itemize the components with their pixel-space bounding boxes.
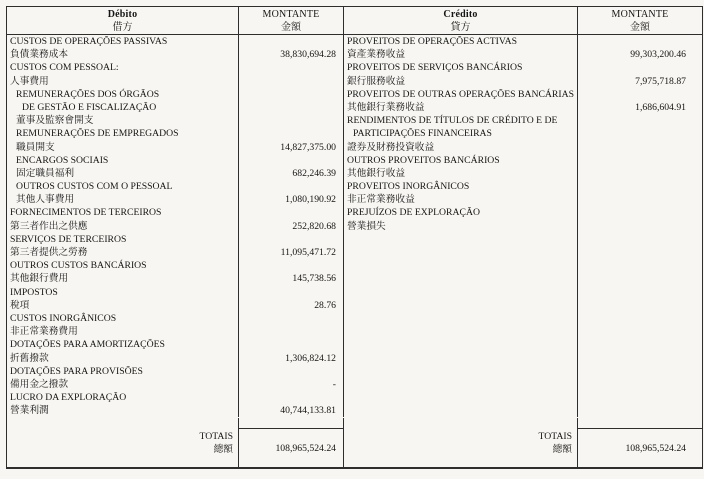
credit-label: 資產業務收益: [344, 48, 578, 61]
totals-amount-credit-cell: [578, 418, 702, 467]
debit-label: CUSTOS DE OPERAÇÕES PASSIVAS: [7, 35, 239, 48]
credit-amount: [578, 299, 702, 312]
credit-label: RENDIMENTOS DE TÍTULOS DE CRÉDITO E DE: [344, 114, 578, 127]
debit-amount: 14,827,375.00: [239, 141, 344, 154]
credit-amount: [578, 206, 702, 219]
credit-amount: [578, 233, 702, 246]
table-row: [7, 167, 702, 180]
debit-amount: [239, 312, 344, 325]
table-row: [7, 286, 702, 299]
debit-amount: [239, 325, 344, 338]
credit-label: 非正常業務收益: [344, 193, 578, 206]
debit-amount: 40,744,133.81: [239, 404, 344, 417]
credit-amount: [578, 141, 702, 154]
table-row: [7, 312, 702, 325]
credit-label: [344, 312, 578, 325]
debit-amount: 1,080,190.92: [239, 193, 344, 206]
table-row: [7, 391, 702, 404]
debit-label: 人事費用: [7, 75, 239, 88]
debit-label: 職員開支: [7, 141, 239, 154]
debit-label: 折舊撥款: [7, 352, 239, 365]
debit-amount: 252,820.68: [239, 220, 344, 233]
credit-label: 其他銀行業務收益: [344, 101, 578, 114]
debit-label: 第三者作出之供應: [7, 220, 239, 233]
debit-amount: [239, 180, 344, 193]
header-amount-right-zh: 金額: [630, 21, 650, 33]
table-row: [7, 88, 702, 101]
profit-loss-table: [6, 6, 703, 469]
totals-label-credit: [344, 418, 578, 467]
totals-amount-credit: 108,965,524.24: [578, 428, 702, 467]
table-row: [7, 233, 702, 246]
credit-amount: [578, 61, 702, 74]
header-debit-zh: 借方: [112, 21, 133, 33]
table-row: [7, 180, 702, 193]
table-row: [7, 61, 702, 74]
header-debit: [7, 7, 239, 34]
credit-label: [344, 246, 578, 259]
debit-label: FORNECIMENTOS DE TERCEIROS: [7, 206, 239, 219]
debit-amount: -: [239, 378, 344, 391]
table-row: [7, 75, 702, 88]
credit-amount: [578, 35, 702, 48]
table-row: [7, 220, 702, 233]
credit-label: 其他銀行收益: [344, 167, 578, 180]
debit-label: ENCARGOS SOCIAIS: [7, 154, 239, 167]
credit-amount: [578, 286, 702, 299]
debit-label: 固定職員福利: [7, 167, 239, 180]
table-row: [7, 101, 702, 114]
debit-label: 董事及監察會開支: [7, 114, 239, 127]
table-row: [7, 378, 702, 391]
debit-amount: [239, 391, 344, 404]
debit-label: IMPOSTOS: [7, 286, 239, 299]
credit-amount: [578, 325, 702, 338]
totals-label-debit-zh: 總額: [213, 444, 233, 456]
credit-label: PROVEITOS DE OPERAÇÕES ACTIVAS: [344, 35, 578, 48]
debit-amount: 28.76: [239, 299, 344, 312]
debit-amount: [239, 206, 344, 219]
credit-amount: [578, 378, 702, 391]
credit-label: PROVEITOS DE OUTRAS OPERAÇÕES BANCÁRIAS: [344, 88, 578, 101]
table-row: [7, 154, 702, 167]
header-amount-left-zh: 金額: [281, 21, 301, 33]
credit-label: PREJUÍZOS DE EXPLORAÇÃO: [344, 206, 578, 219]
credit-amount: [578, 246, 702, 259]
credit-label: 營業損失: [344, 220, 578, 233]
table-row: [7, 246, 702, 259]
credit-amount: [578, 88, 702, 101]
credit-label: [344, 391, 578, 404]
debit-amount: [239, 61, 344, 74]
credit-label: PROVEITOS INORGÂNICOS: [344, 180, 578, 193]
credit-label: [344, 259, 578, 272]
debit-amount: [239, 233, 344, 246]
debit-label: SERVIÇOS DE TERCEIROS: [7, 233, 239, 246]
debit-amount: 1,306,824.12: [239, 352, 344, 365]
credit-label: PROVEITOS DE SERVIÇOS BANCÁRIOS: [344, 61, 578, 74]
debit-label: CUSTOS INORGÂNICOS: [7, 312, 239, 325]
credit-amount: [578, 312, 702, 325]
totals-amount-debit-cell: [239, 418, 344, 467]
header-credit-zh: 貸方: [450, 21, 471, 33]
credit-label: [344, 299, 578, 312]
debit-label: OUTROS CUSTOS COM O PESSOAL: [7, 180, 239, 193]
debit-label: 營業利潤: [7, 404, 239, 417]
credit-label: PARTICIPAÇÕES FINANCEIRAS: [344, 127, 578, 140]
credit-amount: [578, 154, 702, 167]
credit-amount: [578, 365, 702, 378]
credit-amount: [578, 404, 702, 417]
table-row: [7, 127, 702, 140]
debit-amount: [239, 127, 344, 140]
credit-amount: 1,686,604.91: [635, 101, 686, 113]
credit-label: [344, 325, 578, 338]
debit-label: DE GESTÃO E FISCALIZAÇÃO: [7, 101, 239, 114]
debit-amount: [239, 259, 344, 272]
credit-amount: 99,303,200.46: [630, 49, 686, 61]
debit-amount: [239, 154, 344, 167]
totals-label-debit-pt: TOTAIS: [199, 431, 233, 442]
table-row: [7, 325, 702, 338]
credit-label: [344, 404, 578, 417]
debit-label: 其他人事費用: [7, 193, 239, 206]
debit-amount: [239, 114, 344, 127]
credit-amount: [578, 220, 702, 233]
table-row: [7, 206, 702, 219]
table-row: [7, 299, 702, 312]
debit-label: LUCRO DA EXPLORAÇÃO: [7, 391, 239, 404]
credit-amount: [578, 167, 702, 180]
debit-label: 負債業務成本: [7, 48, 239, 61]
debit-label: 稅項: [7, 299, 239, 312]
credit-label: [344, 378, 578, 391]
debit-label: DOTAÇÕES PARA PROVISÕES: [7, 365, 239, 378]
totals-label-debit: [7, 418, 239, 467]
table-header-row: [7, 7, 702, 35]
debit-amount: [239, 75, 344, 88]
table-row: [7, 404, 702, 417]
header-amount-right-pt: MONTANTE: [611, 8, 669, 20]
credit-amount: [578, 180, 702, 193]
header-amount-left-pt: MONTANTE: [262, 8, 320, 20]
credit-label: OUTROS PROVEITOS BANCÁRIOS: [344, 154, 578, 167]
credit-amount: [578, 193, 702, 206]
debit-amount: [239, 35, 344, 48]
debit-amount: [239, 101, 344, 114]
credit-amount: [578, 259, 702, 272]
debit-label: DOTAÇÕES PARA AMORTIZAÇÕES: [7, 338, 239, 351]
table-row: [7, 272, 702, 285]
debit-label: REMUNERAÇÕES DOS ÓRGÃOS: [7, 88, 239, 101]
header-credit: [344, 7, 578, 34]
debit-amount: [239, 88, 344, 101]
credit-label: 證券及財務投資收益: [344, 141, 578, 154]
credit-amount: 7,975,718.87: [635, 75, 686, 87]
table-row: [7, 141, 702, 154]
table-row: [7, 35, 702, 48]
debit-amount: 682,246.39: [239, 167, 344, 180]
credit-amount: [578, 391, 702, 404]
credit-label: [344, 365, 578, 378]
table-row: [7, 352, 702, 365]
debit-amount: 11,095,471.72: [239, 246, 344, 259]
table-row: [7, 259, 702, 272]
credit-amount: [578, 352, 702, 365]
totals-row: [7, 418, 702, 467]
credit-label: [344, 233, 578, 246]
debit-label: OUTROS CUSTOS BANCÁRIOS: [7, 259, 239, 272]
table-row: [7, 193, 702, 206]
totals-amount-debit: 108,965,524.24: [239, 428, 343, 467]
table-body: [7, 35, 702, 418]
debit-amount: 38,830,694.28: [239, 48, 344, 61]
debit-label: 其他銀行費用: [7, 272, 239, 285]
table-row: [7, 114, 702, 127]
credit-amount: [578, 338, 702, 351]
debit-label: 備用金之撥款: [7, 378, 239, 391]
debit-amount: [239, 286, 344, 299]
credit-label: [344, 286, 578, 299]
header-debit-pt: Débito: [107, 8, 138, 20]
credit-label: [344, 338, 578, 351]
debit-amount: [239, 338, 344, 351]
table-row: [7, 365, 702, 378]
table-row: [7, 48, 702, 61]
credit-label: [344, 352, 578, 365]
table-row: [7, 338, 702, 351]
header-amount-right: [578, 7, 702, 34]
debit-label: 第三者提供之勞務: [7, 246, 239, 259]
credit-label: 銀行服務收益: [344, 75, 578, 88]
credit-amount: [578, 127, 702, 140]
debit-label: CUSTOS COM PESSOAL:: [7, 61, 239, 74]
credit-amount: [578, 114, 702, 127]
debit-label: 非正常業務費用: [7, 325, 239, 338]
totals-label-credit-zh: 總額: [552, 444, 572, 456]
debit-amount: 145,738.56: [239, 272, 344, 285]
header-amount-left: [239, 7, 344, 34]
debit-amount: [239, 365, 344, 378]
credit-amount: [578, 272, 702, 285]
credit-label: [344, 272, 578, 285]
debit-label: REMUNERAÇÕES DE EMPREGADOS: [7, 127, 239, 140]
totals-label-credit-pt: TOTAIS: [538, 431, 572, 442]
header-credit-pt: Crédito: [443, 8, 478, 20]
